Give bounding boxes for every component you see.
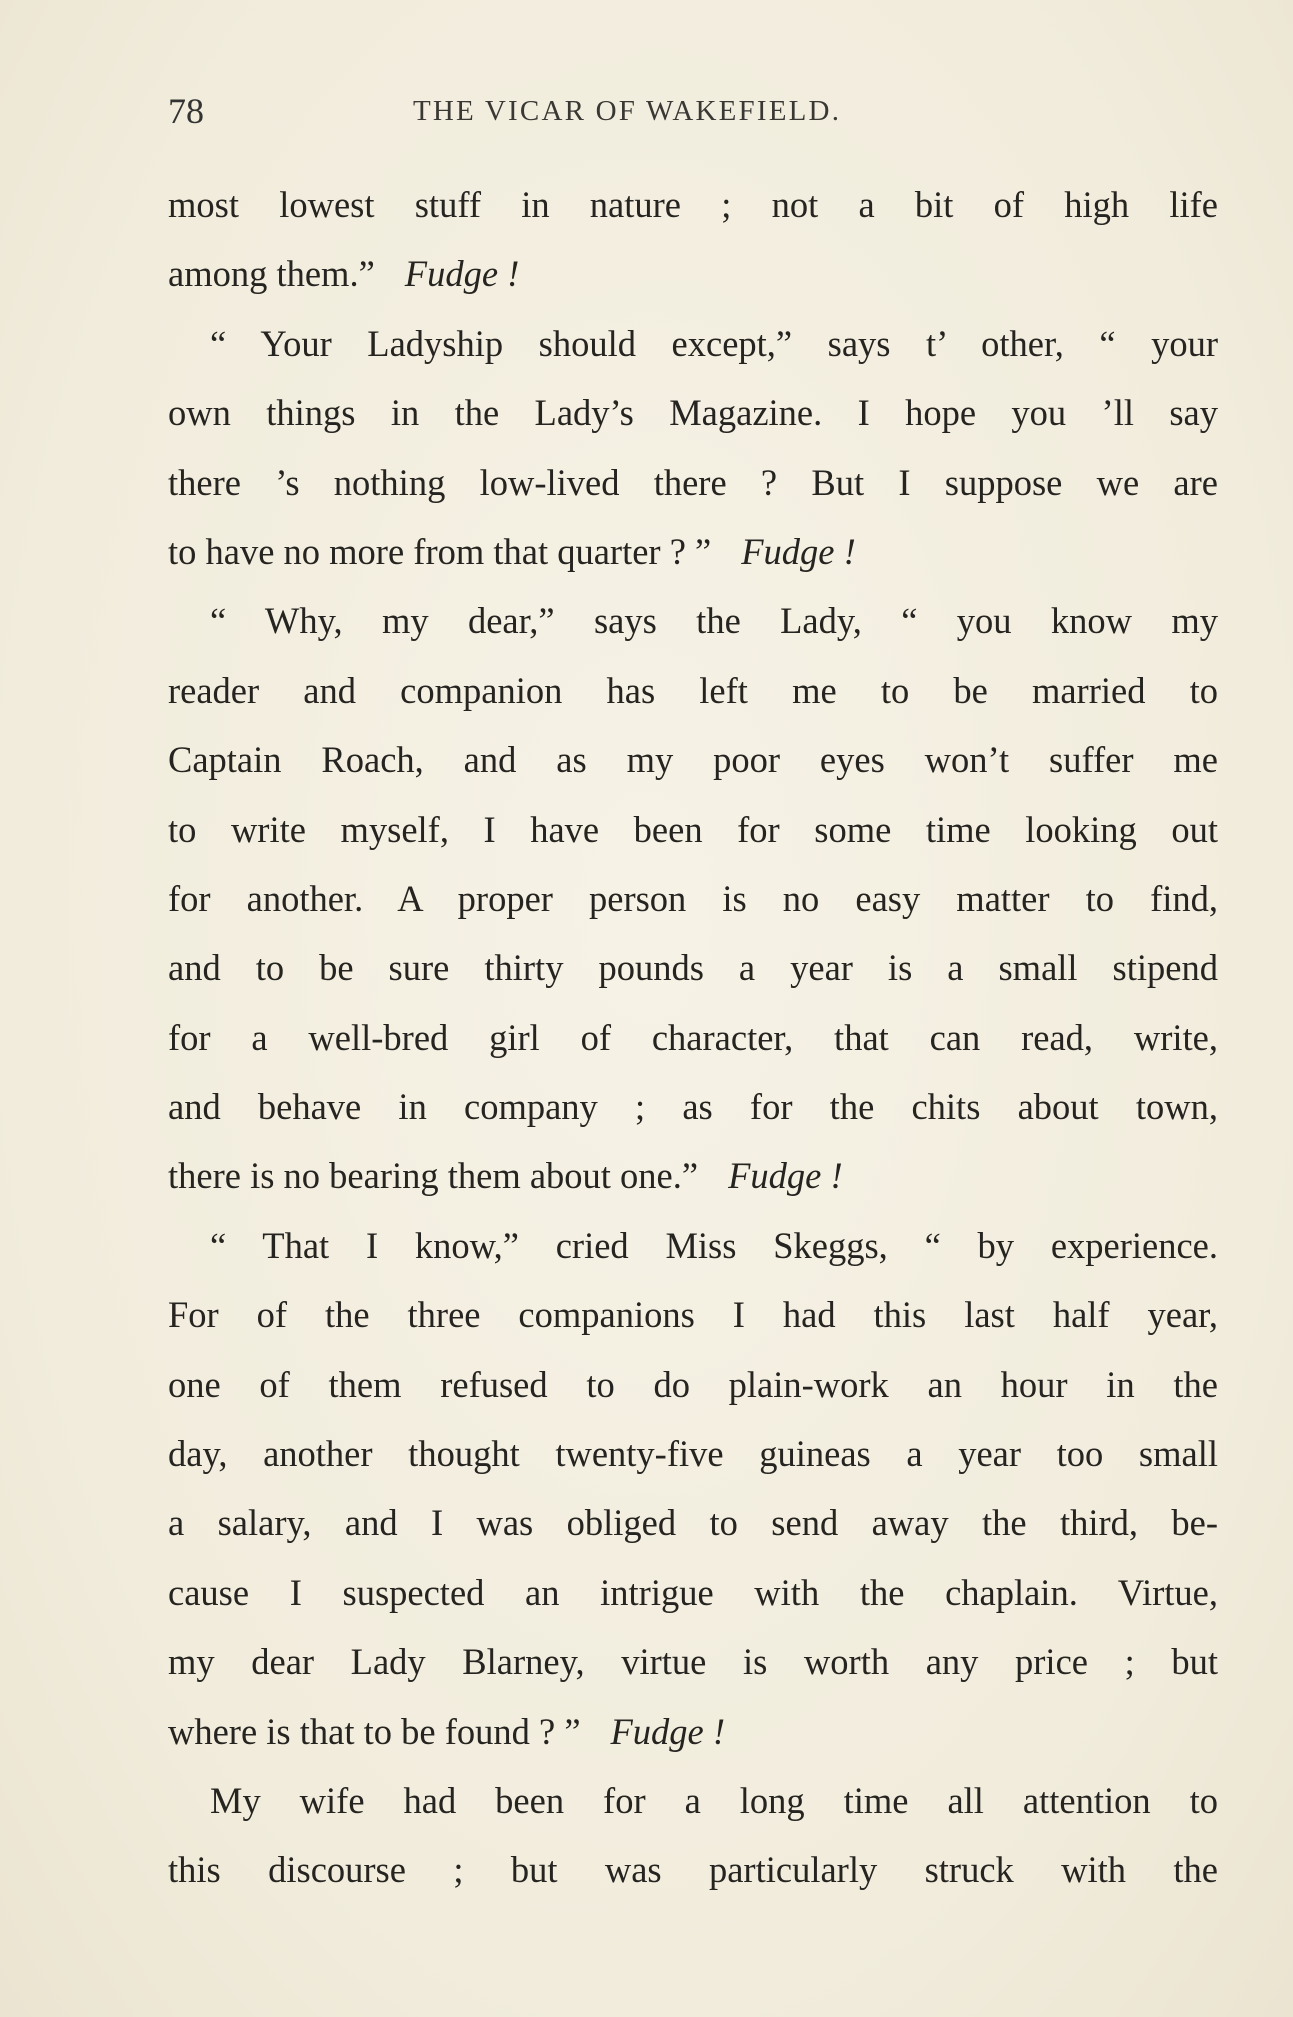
text-line-5: there ’s nothing low-lived there ? But I suppose we are: [168, 461, 1218, 503]
page-number: 78: [168, 91, 204, 131]
text-line-2: [168, 239, 1218, 308]
text-line-3: “ Your Ladyship should except,” says t’ other, “ your: [210, 322, 1218, 364]
text-line-12: and to be sure thirty pounds a year is a small stipend: [168, 947, 1218, 989]
text-line-18: one of them refused to do plain-work an hour in the: [168, 1363, 1218, 1405]
text-line-24: My wife had been for a long time all attention to: [210, 1779, 1218, 1821]
running-head: THE VICAR OF WAKEFIELD.: [413, 95, 842, 127]
text-line-6-text: to have no more from that quarter ? ”: [168, 530, 712, 572]
text-line-8: reader and companion has left me to be married to: [168, 669, 1218, 711]
text-line-7: “ Why, my dear,” says the Lady, “ you know my: [210, 600, 1218, 642]
fudge-exclamation: Fudge !: [728, 1155, 843, 1197]
text-line-23: [168, 1697, 1218, 1766]
page-header: [168, 86, 1218, 136]
text-line-19: day, another thought twenty-five guineas a year too small: [168, 1433, 1218, 1475]
text-line-2-text: among them.”: [168, 253, 375, 295]
text-line-9: Captain Roach, and as my poor eyes won’t suffer me: [168, 739, 1218, 781]
text-line-17: For of the three companions I had this last half year,: [168, 1294, 1218, 1336]
text-line-1: most lowest stuff in nature ; not a bit of high life: [168, 184, 1218, 225]
text-line-16: “ That I know,” cried Miss Skeggs, “ by experience.: [210, 1224, 1218, 1266]
body-text: [168, 170, 1218, 1905]
text-line-13: for a well-bred girl of character, that can read, write,: [168, 1016, 1218, 1058]
text-line-11: for another. A proper person is no easy matter to find,: [168, 877, 1218, 919]
text-line-23-text: where is that to be found ? ”: [168, 1710, 581, 1752]
fudge-exclamation: Fudge !: [741, 530, 856, 572]
text-line-25: this discourse ; but was particularly struck with the: [168, 1849, 1218, 1891]
text-line-6: [168, 517, 1218, 586]
text-line-15-text: there is no bearing them about one.”: [168, 1155, 699, 1197]
text-line-10: to write myself, I have been for some time looking out: [168, 808, 1218, 850]
fudge-exclamation: Fudge !: [404, 253, 520, 295]
text-line-15: [168, 1141, 1218, 1210]
text-line-14: and behave in company ; as for the chits about town,: [168, 1086, 1218, 1128]
text-line-21: cause I suspected an intrigue with the chaplain. Virtue,: [168, 1571, 1218, 1613]
text-line-20: a salary, and I was obliged to send away the third, be-: [168, 1502, 1218, 1544]
text-line-22: my dear Lady Blarney, virtue is worth any price ; but: [168, 1641, 1218, 1683]
text-line-4: own things in the Lady’s Magazine. I hope you ’ll say: [168, 392, 1218, 434]
fudge-exclamation: Fudge !: [610, 1710, 726, 1752]
